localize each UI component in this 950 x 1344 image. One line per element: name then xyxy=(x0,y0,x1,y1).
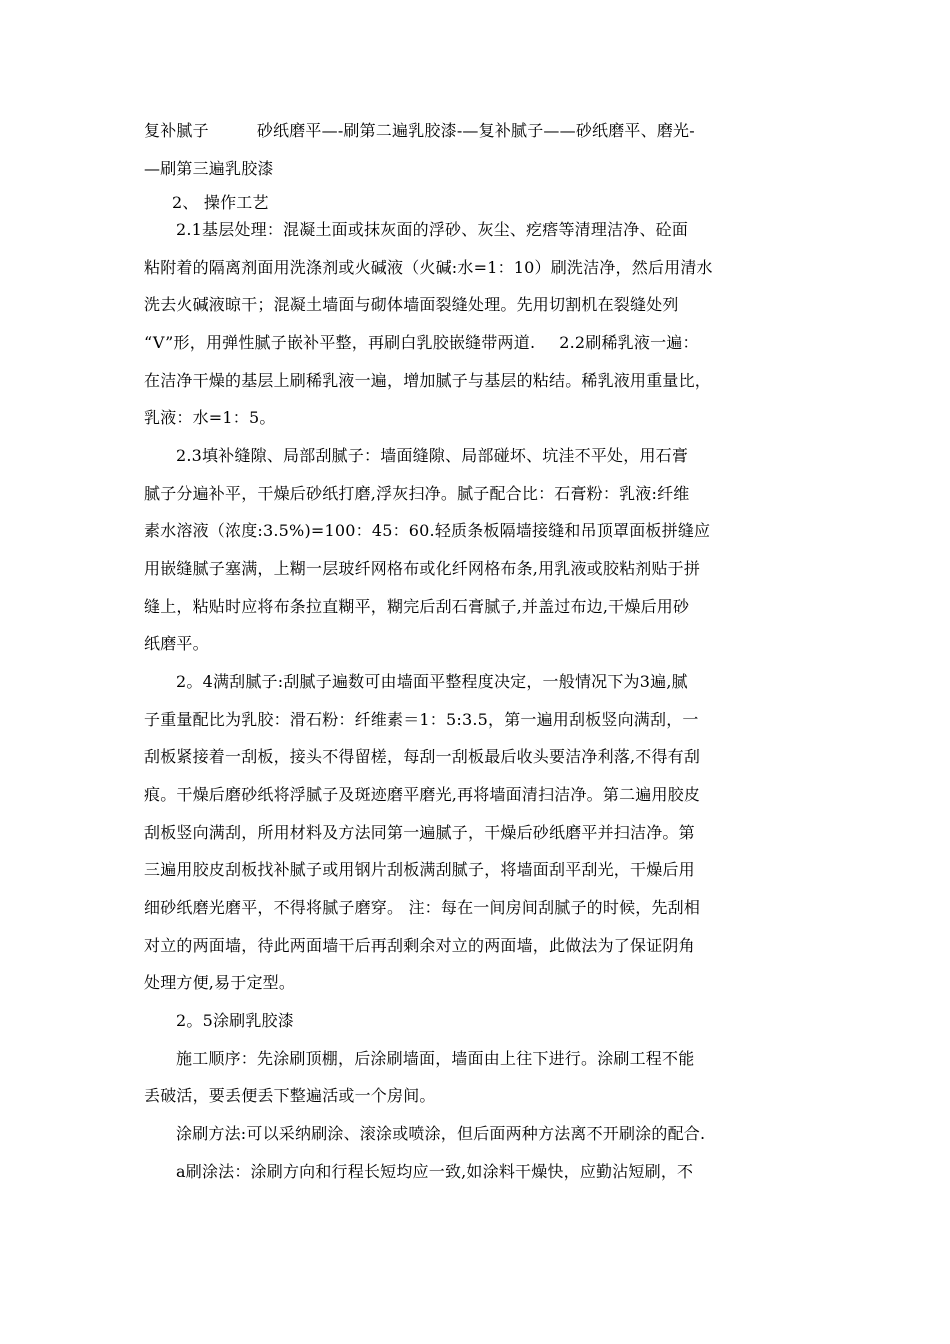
text-line: 用嵌缝腻子塞满，上糊一层玻纤网格布或化纤网格布条,用乳液或胶粘剂贴于拼 xyxy=(144,559,701,578)
text-line: 粘附着的隔离剂面用洗涤剂或火碱液（火碱:水=1：10）刷洗洁净，然后用清水 xyxy=(144,258,713,277)
text-line: 对立的两面墙，待此两面墙干后再刮剩余对立的两面墙，此做法为了保证阴角 xyxy=(144,936,695,955)
text-line: 子重量配比为乳胶：滑石粉：纤维素＝1：5:3.5，第一遍用刮板竖向满刮，一 xyxy=(144,710,699,729)
text-line: 2.1基层处理：混凝土面或抹灰面的浮砂、灰尘、疙瘩等清理洁净、砼面 xyxy=(176,220,689,239)
text-line: 三遍用胶皮刮板找补腻子或用钢片刮板满刮腻子，将墙面刮平刮光，干燥后用 xyxy=(144,860,695,879)
text-segment: “V”形，用弹性腻子嵌补平整，再刷白乳胶嵌缝带两道. xyxy=(144,333,536,352)
text-segment: 砂纸磨平—-刷第二遍乳胶漆-—复补腻子——砂纸磨平、磨光- xyxy=(256,121,695,140)
text-line: 在洁净干燥的基层上刷稀乳液一遍，增加腻子与基层的粘结。稀乳液用重量比， xyxy=(144,371,712,390)
text-line: 涂刷方法:可以采纳刷涂、滚涂或喷涂，但后面两种方法离不开刷涂的配合. xyxy=(176,1124,706,1143)
text-line: 刮板竖向满刮，所用材料及方法同第一遍腻子，干燥后砂纸磨平并扫洁净。第 xyxy=(144,823,695,842)
text-line: 纸磨平。 xyxy=(144,634,209,653)
text-line: 痕。干燥后磨砂纸将浮腻子及斑迹磨平磨光,再将墙面清扫洁净。第二遍用胶皮 xyxy=(144,785,701,804)
text-line: 2.3填补缝隙、局部刮腻子：墙面缝隙、局部碰坏、坑洼不平处，用石膏 xyxy=(176,446,689,465)
text-segment: 2.2刷稀乳液一遍： xyxy=(559,333,699,352)
text-line: 洗去火碱液晾干；混凝土墙面与砌体墙面裂缝处理。先用切割机在裂缝处列 xyxy=(144,295,679,314)
text-line: 缝上，粘贴时应将布条拉直糊平，糊完后刮石膏腻子,并盖过布边,干燥后用砂 xyxy=(144,597,690,616)
text-line: a刷涂法：涂刷方向和行程长短均应一致,如涂料干燥快，应勤沾短刷，不 xyxy=(176,1162,694,1181)
text-line: —刷第三遍乳胶漆 xyxy=(144,159,274,178)
text-line: 腻子分遍补平，干燥后砂纸打磨,浮灰扫净。腻子配合比：石膏粉：乳液:纤维 xyxy=(144,484,690,503)
text-line: 素水溶液（浓度:3.5%)=100：45：60.轻质条板隔墙接缝和吊顶罩面板拼缝应 xyxy=(144,521,711,540)
text-line: 乳液：水=1：5。 xyxy=(144,408,276,427)
text-segment: 复补腻子 xyxy=(144,121,209,140)
section-heading: 2、 操作工艺 xyxy=(172,193,269,212)
text-line: 刮板紧接着一刮板，接头不得留槎，每刮一刮板最后收头要洁净利落,不得有刮 xyxy=(144,747,701,766)
text-line: 丢破活，要丢便丢下整遍活或一个房间。 xyxy=(144,1086,436,1105)
text-line xyxy=(144,332,824,354)
text-line: 施工顺序：先涂刷顶棚，后涂刷墙面，墙面由上往下进行。涂刷工程不能 xyxy=(176,1049,695,1068)
text-line: 细砂纸磨光磨平，不得将腻子磨穿。 注：每在一间房间刮腻子的时候，先刮相 xyxy=(144,898,701,917)
text-line: 处理方便,易于定型。 xyxy=(144,973,296,992)
section-heading: 2。5涂刷乳胶漆 xyxy=(176,1011,294,1030)
text-line: 2。4满刮腻子:刮腻子遍数可由墙面平整程度决定，一般情况下为3遍,腻 xyxy=(176,672,688,691)
text-line xyxy=(144,120,824,142)
